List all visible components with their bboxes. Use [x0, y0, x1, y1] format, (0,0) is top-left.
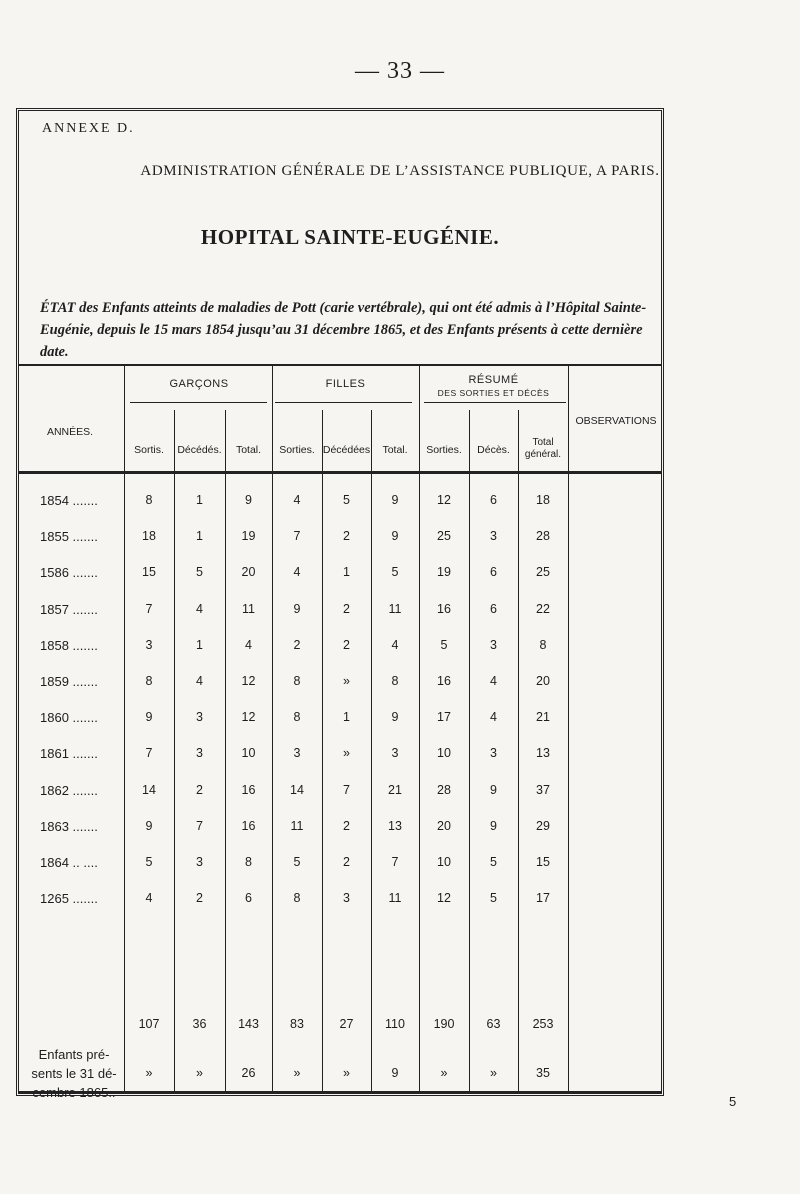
table-cell: 4 [293, 493, 301, 507]
table-cell: 1 [343, 710, 350, 724]
table-cell: 5 [440, 638, 448, 652]
table-cell: 2 [343, 529, 350, 543]
present-cell: » [440, 1066, 448, 1080]
total-cell: 143 [238, 1017, 259, 1031]
table-cell: 2 [343, 602, 350, 616]
garcons-brace [130, 402, 267, 403]
table-cell: 7 [196, 819, 203, 833]
header-resume-sub: DES SORTIES ET DÉCÈS [437, 388, 550, 398]
table-cell: 4 [196, 602, 203, 616]
table-cell: 7 [145, 746, 153, 760]
year-label: 1265 ....... [40, 891, 98, 906]
year-label: 1864 .. .... [40, 855, 98, 870]
table-cell: 4 [490, 674, 497, 688]
table-cell: 25 [437, 529, 451, 543]
page-number: — 33 — [355, 58, 445, 84]
table-cell: 3 [343, 891, 350, 905]
year-label: 1586 ....... [40, 565, 98, 580]
table-cell: 3 [196, 746, 203, 760]
table-cell: 1 [196, 638, 203, 652]
table-cell: 8 [145, 493, 153, 507]
col-rule [272, 366, 273, 1092]
present-cell: 9 [391, 1066, 399, 1080]
table-cell: 15 [536, 855, 550, 869]
header-bottom-rule [18, 471, 662, 474]
table-cell: 5 [343, 493, 350, 507]
table-cell: 12 [241, 674, 256, 688]
table-cell: 16 [241, 783, 256, 797]
subheader-cell: Total général. [524, 437, 562, 460]
table-cell: » [343, 746, 350, 760]
table-cell: 3 [490, 638, 497, 652]
table-cell: 5 [145, 855, 153, 869]
table-cell: 28 [536, 529, 550, 543]
table-cell: 11 [290, 819, 304, 833]
year-label: 1862 ....... [40, 783, 98, 798]
present-cell: 26 [241, 1066, 256, 1080]
present-label: Enfants pré- sents le 31 dé- cembre 1865.. [31, 1047, 117, 1100]
table-cell: 11 [388, 891, 402, 905]
table-cell: 15 [142, 565, 156, 579]
table-cell: 1 [196, 493, 203, 507]
table-cell: 8 [293, 674, 301, 688]
year-label: 1854 ....... [40, 493, 98, 508]
table-cell: 19 [437, 565, 451, 579]
present-cell: » [196, 1066, 203, 1080]
year-label: 1858 ....... [40, 638, 98, 653]
subheader-cell: Total. [235, 444, 262, 456]
total-cell: 253 [532, 1017, 554, 1031]
total-cell: 27 [339, 1017, 354, 1031]
table-cell: 8 [391, 674, 399, 688]
table-cell: 3 [490, 529, 497, 543]
table-cell: » [343, 674, 350, 688]
table-cell: 5 [490, 855, 497, 869]
table-cell: 8 [293, 710, 301, 724]
table-cell: 2 [196, 783, 203, 797]
total-cell: 110 [385, 1017, 405, 1031]
table-cell: 13 [536, 746, 550, 760]
table-cell: 3 [293, 746, 301, 760]
table-cell: 19 [241, 529, 256, 543]
table-cell: 9 [391, 529, 399, 543]
table-cell: 2 [196, 891, 203, 905]
table-cell: 1 [196, 529, 203, 543]
table-cell: 16 [437, 674, 451, 688]
table-cell: 4 [145, 891, 153, 905]
total-cell: 63 [486, 1017, 501, 1031]
table-cell: 10 [437, 855, 451, 869]
resume-brace [424, 402, 566, 403]
table-cell: 3 [490, 746, 497, 760]
annex-label: ANNEXE D. [42, 121, 135, 136]
present-cell: » [293, 1066, 301, 1080]
table-cell: 28 [437, 783, 451, 797]
table-cell: 4 [391, 638, 399, 652]
col-rule [124, 366, 125, 1092]
table-cell: 4 [196, 674, 203, 688]
table-cell: 10 [241, 746, 256, 760]
table-cell: 29 [536, 819, 550, 833]
col-rule [419, 366, 420, 1092]
table-cell: 16 [437, 602, 451, 616]
table-cell: 9 [145, 819, 153, 833]
table-cell: 18 [142, 529, 156, 543]
subheader-cell: Décédés. [177, 444, 222, 456]
year-label: 1859 ....... [40, 674, 98, 689]
table-cell: 13 [388, 819, 402, 833]
state-description: ÉTAT des Enfants atteints de maladies de Pott (carie vertébrale), qui ont été admis à l’Hôpital Sainte-Eugénie, depuis le 15 mars 1854 jusqu’au 31 décembre 1865, et des Enfants présents à cette dernière date. [40, 300, 647, 360]
table-cell: 14 [290, 783, 304, 797]
table-cell: 7 [145, 602, 153, 616]
table-cell: 21 [388, 783, 402, 797]
administration-title: ADMINISTRATION GÉNÉRALE DE L’ASSISTANCE PUBLIQUE, A PARIS. [140, 163, 660, 179]
table-cell: 9 [391, 493, 399, 507]
table-cell: 3 [196, 855, 203, 869]
table-cell: 11 [242, 602, 255, 616]
table-cell: 9 [245, 493, 252, 507]
col-rule [568, 366, 569, 1092]
table-cell: 3 [391, 746, 399, 760]
table-cell: 8 [245, 855, 252, 869]
table-top-rule [18, 364, 662, 366]
subheader-cell: Total. [382, 444, 408, 456]
table-cell: 17 [437, 710, 451, 724]
year-label: 1863 ....... [40, 819, 98, 834]
table-cell: 4 [245, 638, 252, 652]
total-cell: 107 [138, 1017, 160, 1031]
table-cell: 16 [241, 819, 256, 833]
total-cell: 190 [433, 1017, 455, 1031]
table-cell: 7 [343, 783, 350, 797]
present-cell: » [145, 1066, 153, 1080]
table-cell: 2 [343, 819, 350, 833]
table-cell: 9 [293, 602, 301, 616]
table-cell: 7 [293, 529, 301, 543]
subheader-cell: Décès. [477, 444, 510, 456]
table-cell: 20 [536, 674, 550, 688]
table-cell: 2 [343, 638, 350, 652]
hospital-title: HOPITAL SAINTE-EUGÉNIE. [200, 225, 500, 249]
year-label: 1857 ....... [40, 602, 98, 617]
table-cell: 5 [391, 565, 399, 579]
table-cell: 20 [437, 819, 451, 833]
present-cell: 35 [536, 1066, 550, 1080]
table-cell: 6 [490, 602, 497, 616]
table-cell: 1 [343, 565, 350, 579]
table-cell: 5 [293, 855, 301, 869]
table-cell: 2 [343, 855, 350, 869]
table-cell: 20 [241, 565, 256, 579]
table-cell: 14 [142, 783, 156, 797]
header-resume: RÉSUMÉ [468, 374, 519, 386]
table-cell: 25 [536, 565, 550, 579]
table-cell: 3 [196, 710, 203, 724]
table-cell: 5 [490, 891, 497, 905]
total-cell: 83 [290, 1017, 304, 1031]
table-cell: 5 [196, 565, 203, 579]
table-cell: 10 [437, 746, 451, 760]
header-filles: FILLES [325, 378, 366, 390]
table-cell: 6 [490, 493, 497, 507]
header-garcons: GARÇONS [169, 378, 229, 390]
present-cell: » [343, 1066, 350, 1080]
table-cell: 9 [145, 710, 153, 724]
table-cell: 12 [241, 710, 256, 724]
header-annees: ANNÉES. [46, 426, 94, 438]
table-cell: 11 [388, 602, 402, 616]
year-label: 1855 ....... [40, 529, 98, 544]
table-cell: 21 [536, 710, 550, 724]
footer-number: 5 [729, 1094, 737, 1109]
table-cell: 3 [145, 638, 153, 652]
table-cell: 7 [391, 855, 399, 869]
filles-brace [275, 402, 412, 403]
subheader-cell: Décédées [322, 444, 371, 456]
table-cell: 4 [293, 565, 301, 579]
year-label: 1860 ....... [40, 710, 98, 725]
table-cell: 8 [145, 674, 153, 688]
table-cell: 4 [490, 710, 497, 724]
table-cell: 6 [245, 891, 252, 905]
table-cell: 37 [536, 783, 550, 797]
table-cell: 22 [536, 602, 550, 616]
table-cell: 2 [293, 638, 301, 652]
table-cell: 12 [437, 493, 451, 507]
present-cell: » [490, 1066, 497, 1080]
table-cell: 6 [490, 565, 497, 579]
subheader-cell: Sorties. [426, 444, 462, 456]
table-cell: 8 [539, 638, 547, 652]
table-cell: 9 [391, 710, 399, 724]
total-cell: 36 [192, 1017, 207, 1031]
table-cell: 18 [536, 493, 550, 507]
table-cell: 8 [293, 891, 301, 905]
table-cell: 12 [437, 891, 451, 905]
header-observations: OBSERVATIONS [575, 415, 657, 427]
table-cell: 9 [490, 783, 497, 797]
subheader-cell: Sortis. [134, 444, 164, 456]
year-label: 1861 ....... [40, 746, 98, 761]
table-cell: 17 [536, 891, 550, 905]
table-cell: 9 [490, 819, 497, 833]
subheader-cell: Sorties. [279, 444, 315, 456]
